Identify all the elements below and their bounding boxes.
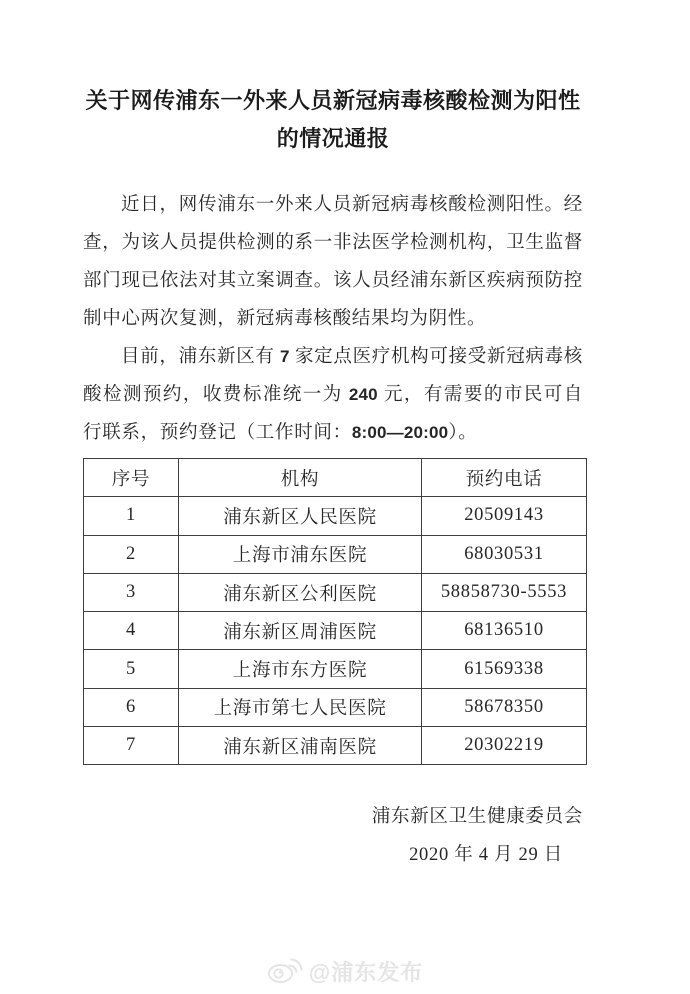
signature-date: 2020 年 4 月 29 日 — [409, 845, 563, 866]
table-header-row — [84, 459, 587, 497]
table-row — [84, 573, 587, 611]
notice-text: ）。 — [448, 423, 478, 443]
hospital-name-cell: 浦东新区人民医院 — [179, 497, 422, 535]
phone-number-cell: 58678350 — [422, 688, 587, 726]
header-organization: 机构 — [179, 459, 422, 497]
row-index-cell: 7 — [84, 727, 179, 765]
row-index-cell: 5 — [84, 650, 179, 688]
hospital-name-cell: 浦东新区公利医院 — [179, 573, 422, 611]
table-row — [84, 727, 587, 765]
row-index-cell: 2 — [84, 535, 179, 573]
row-index-cell: 3 — [84, 573, 179, 611]
hospital-name-cell: 浦东新区周浦医院 — [179, 612, 422, 650]
notice-number: 240 — [348, 385, 378, 404]
row-index-cell: 6 — [84, 688, 179, 726]
notice-title — [83, 82, 583, 158]
table-row — [84, 497, 587, 535]
phone-number-cell: 20302219 — [422, 727, 587, 765]
hospital-name-cell: 上海市浦东医院 — [179, 535, 422, 573]
paragraph-investigation: 近日，网传浦东一外来人员新冠病毒核酸检测阳性。经查，为该人员提供检测的系一非法医学检测机构，卫生监督部门现已依法对其立案调查。该人员经浦东新区疾病预防控制中心两次复测，新冠病毒核酸结果均为阴性。 — [83, 195, 583, 329]
notice-title-line1: 关于网传浦东一外来人员新冠病毒核酸检测为阳性 — [85, 88, 581, 113]
weibo-icon — [267, 954, 303, 989]
hospital-name-cell: 上海市第七人民医院 — [179, 688, 422, 726]
hospital-name-cell: 上海市东方医院 — [179, 650, 422, 688]
table-row — [84, 612, 587, 650]
table-row — [84, 650, 587, 688]
row-index-cell: 1 — [84, 497, 179, 535]
notice-number: 8:00—20:00 — [351, 423, 449, 442]
paragraph-notice — [83, 338, 583, 452]
notice-number: 7 — [279, 347, 290, 366]
header-index: 序号 — [84, 459, 179, 497]
table-row — [84, 688, 587, 726]
hospital-table-body — [84, 497, 587, 765]
hospital-name-cell: 浦东新区浦南医院 — [179, 727, 422, 765]
watermark-text: @浦东发布 — [308, 960, 424, 985]
row-index-cell: 4 — [84, 612, 179, 650]
notice-text: 家定点医疗机构可接受新冠病毒核酸检测预约，收费标准统一为 — [83, 347, 584, 405]
watermark — [0, 954, 690, 989]
phone-number-cell: 61569338 — [422, 650, 587, 688]
notice-text: 目前，浦东新区有 — [121, 347, 280, 367]
table-row — [84, 535, 587, 573]
phone-number-cell: 68030531 — [422, 535, 587, 573]
notice-title-line2: 的情况通报 — [276, 126, 390, 151]
phone-number-cell: 58858730-5553 — [422, 573, 587, 611]
document-page — [83, 0, 583, 874]
header-phone: 预约电话 — [422, 459, 587, 497]
phone-number-cell: 68136510 — [422, 612, 587, 650]
hospital-table — [83, 458, 587, 765]
signature-organization: 浦东新区卫生健康委员会 — [371, 807, 583, 828]
phone-number-cell: 20509143 — [422, 497, 587, 535]
notice-text: 元，有需要的市民可自行联系，预约登记（工作时间： — [83, 385, 583, 443]
